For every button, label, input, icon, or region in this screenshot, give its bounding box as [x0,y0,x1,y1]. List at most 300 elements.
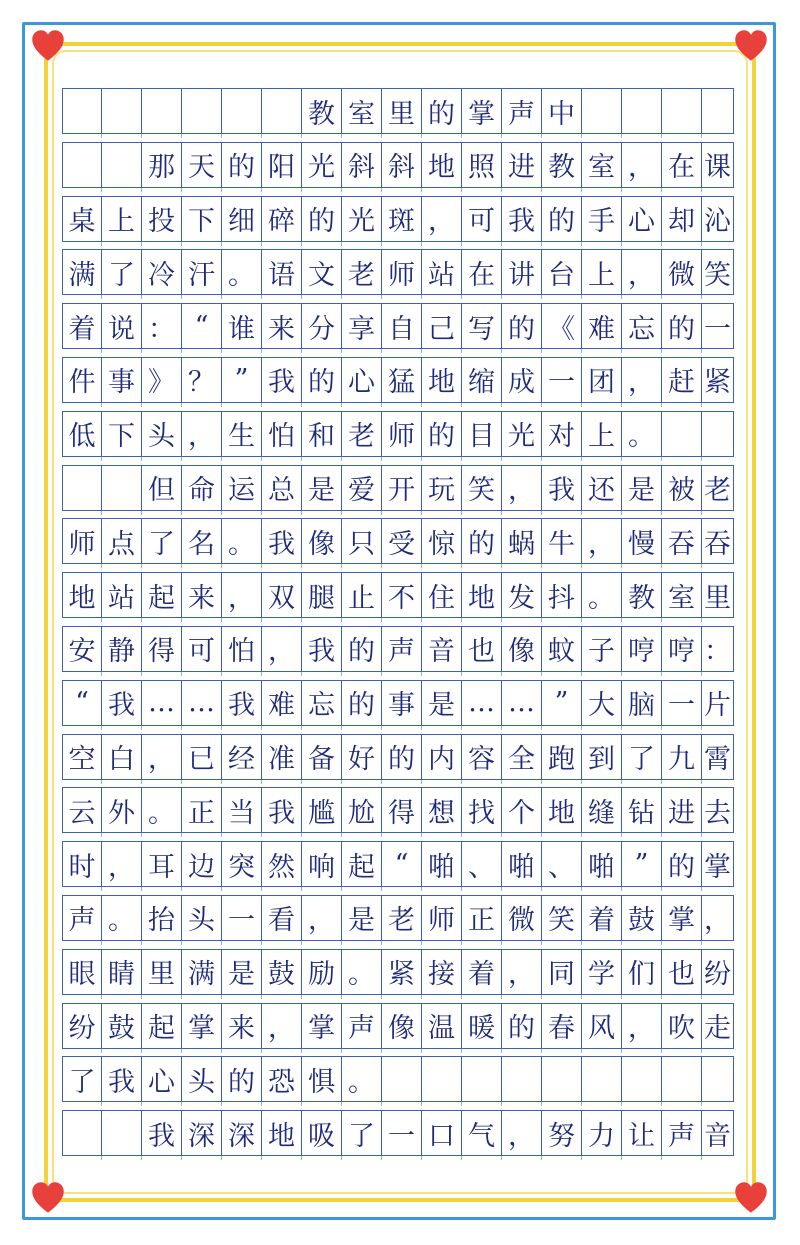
grid-cell: 室 [582,143,622,187]
grid-cell: 的 [222,1057,262,1101]
grid-cell: 掌 [702,842,734,886]
grid-cell: 老 [342,412,382,456]
grid-row-cells [62,196,734,242]
grid-cell: 进 [662,788,702,832]
grid-cell: 跑 [542,735,582,779]
grid-cell: 低 [62,412,102,456]
grid-cell: 掌 [462,89,502,133]
text-row [62,514,734,568]
grid-cell: 我 [262,519,302,563]
grid-cell: 已 [182,735,222,779]
grid-cell: 汗 [182,250,222,294]
grid-row-cells [62,841,734,887]
grid-cell: 头 [142,412,182,456]
grid-cell: 起 [142,1004,182,1048]
grid-cell: 吹 [662,1004,702,1048]
grid-cell: 。 [342,1057,382,1101]
grid-cell: 双 [262,573,302,617]
grid-cell: 蜗 [502,519,542,563]
text-row [62,945,734,999]
grid-row-cells [62,518,734,564]
grid-cell: 照 [462,143,502,187]
grid-cell: 沁 [702,197,734,241]
grid-cell: 霄 [702,735,734,779]
grid-cell: 还 [582,466,622,510]
grid-cell [62,466,102,510]
grid-cell: ， [622,143,662,187]
grid-cell: 玩 [422,466,462,510]
grid-cell: 开 [382,466,422,510]
grid-cell: 像 [382,1004,422,1048]
title-row [62,84,734,138]
grid-cell: 啪 [502,842,542,886]
grid-cell: 响 [302,842,342,886]
grid-cell: 也 [462,627,502,671]
grid-cell: 的 [382,735,422,779]
grid-cell: ， [182,412,222,456]
grid-cell: ， [262,1004,302,1048]
grid-cell: ， [502,466,542,510]
grid-cell: 斜 [382,143,422,187]
grid-cell: ， [422,197,462,241]
grid-cell: 全 [502,735,542,779]
grid-cell: 师 [62,519,102,563]
grid-cell: 腿 [302,573,342,617]
grid-cell: 尬 [342,788,382,832]
grid-cell: 一 [662,681,702,725]
grid-cell: 老 [382,896,422,940]
grid-cell: 尴 [302,788,342,832]
grid-cell: 上 [102,197,142,241]
grid-cell: 掌 [662,896,702,940]
grid-cell: 紧 [702,358,734,402]
grid-cell: 想 [422,788,462,832]
grid-cell: 团 [582,358,622,402]
text-row [62,730,734,784]
grid-cell [262,89,302,133]
grid-cell: 正 [462,896,502,940]
grid-cell: 九 [662,735,702,779]
grid-cell: 的 [342,627,382,671]
grid-cell: 教 [622,573,662,617]
grid-cell: 缝 [582,788,622,832]
grid-cell: 声 [342,1004,382,1048]
grid-cell: 惧 [302,1057,342,1101]
grid-cell: 爱 [342,466,382,510]
text-row [62,1052,734,1106]
grid-cell: 大 [582,681,622,725]
grid-cell: 的 [662,304,702,348]
text-row [62,407,734,461]
grid-cell [102,1111,142,1155]
grid-cell: 却 [662,197,702,241]
grid-cell: 进 [502,143,542,187]
grid-cell: 教 [302,89,342,133]
grid-cell: 止 [342,573,382,617]
grid-cell: 来 [182,573,222,617]
grid-row-cells [62,949,734,995]
grid-cell: 只 [342,519,382,563]
grid-cell: 励 [302,950,342,994]
text-row [62,999,734,1053]
grid-cell: 地 [422,143,462,187]
grid-cell: 中 [542,89,582,133]
grid-cell: 室 [662,573,702,617]
grid-cell: 吸 [302,1111,342,1155]
grid-cell: 站 [102,573,142,617]
grid-cell: 蚊 [542,627,582,671]
grid-cell: 一 [542,358,582,402]
grid-cell: ， [622,250,662,294]
grid-cell: 然 [262,842,302,886]
grid-cell: 成 [502,358,542,402]
grid-cell: 事 [102,358,142,402]
grid-row-cells [62,680,734,726]
grid-cell: 微 [662,250,702,294]
text-row [62,192,734,246]
grid-cell: 边 [182,842,222,886]
grid-cell [702,1057,734,1101]
grid-cell: 是 [422,681,462,725]
grid-cell: 。 [342,950,382,994]
grid-cell: 鼓 [262,950,302,994]
grid-cell [462,1057,502,1101]
grid-cell: 啪 [582,842,622,886]
grid-cell: 享 [342,304,382,348]
grid-cell: 鼓 [622,896,662,940]
grid-cell: 的 [302,197,342,241]
grid-cell: 。 [582,573,622,617]
grid-cell: 我 [222,681,262,725]
grid-cell: … [462,681,502,725]
grid-cell: 白 [102,735,142,779]
grid-cell [102,466,142,510]
grid-cell: 吞 [662,519,702,563]
grid-row-cells [62,572,734,618]
grid-cell: ， [102,842,142,886]
grid-cell: 得 [142,627,182,671]
grid-cell: 像 [302,519,342,563]
grid-cell: 突 [222,842,262,886]
grid-row-cells [62,734,734,780]
grid-cell: 难 [582,304,622,348]
grid-cell: 笑 [542,896,582,940]
grid-cell [502,1057,542,1101]
grid-cell: 目 [462,412,502,456]
grid-cell: ， [142,735,182,779]
grid-cell: 点 [102,519,142,563]
heart-icon [30,1180,66,1216]
grid-cell: 和 [302,412,342,456]
grid-cell: 也 [662,950,702,994]
grid-cell: 容 [462,735,502,779]
grid-cell: 、 [462,842,502,886]
grid-cell: 天 [182,143,222,187]
grid-cell [62,89,102,133]
heart-icon [30,28,66,64]
grid-cell: 命 [182,466,222,510]
grid-cell: 我 [502,197,542,241]
grid-cell: ” [542,681,582,725]
grid-cell [662,412,702,456]
grid-cell: 牛 [542,519,582,563]
grid-cell [662,89,702,133]
grid-cell: ， [622,358,662,402]
grid-cell [142,89,182,133]
grid-cell: 经 [222,735,262,779]
grid-cell: 了 [102,250,142,294]
grid-cell: 好 [342,735,382,779]
grid-cell: 个 [502,788,542,832]
grid-cell: 惊 [422,519,462,563]
grid-cell: 着 [62,304,102,348]
grid-cell: 力 [582,1111,622,1155]
grid-cell: 口 [422,1111,462,1155]
grid-cell: 发 [502,573,542,617]
grid-row-cells [62,411,734,457]
grid-row-cells [62,626,734,672]
grid-cell: 温 [422,1004,462,1048]
grid-cell: 师 [382,412,422,456]
grid-cell: 一 [382,1111,422,1155]
text-row [62,891,734,945]
grid-cell: 台 [542,250,582,294]
grid-cell: 哼 [662,627,702,671]
grid-cell: 在 [662,143,702,187]
grid-cell: 备 [302,735,342,779]
grid-row-cells [62,1003,734,1049]
grid-cell: 文 [302,250,342,294]
grid-cell: 心 [142,1057,182,1101]
grid-cell: 睛 [102,950,142,994]
grid-cell: 啪 [422,842,462,886]
grid-cell: 是 [622,466,662,510]
grid-cell: 着 [462,950,502,994]
grid-cell: 声 [502,89,542,133]
grid-cell: 分 [302,304,342,348]
grid-cell: 谁 [222,304,262,348]
grid-row-cells [62,142,734,188]
grid-cell: 老 [342,250,382,294]
grid-cell: 紧 [382,950,422,994]
grid-cell: 但 [142,466,182,510]
grid-cell: 起 [342,842,382,886]
grid-cell: 光 [342,197,382,241]
grid-cell: 受 [382,519,422,563]
grid-cell: 钻 [622,788,662,832]
heart-icon [733,28,769,64]
grid-cell: 的 [422,412,462,456]
grid-cell: 声 [62,896,102,940]
grid-cell: … [502,681,542,725]
grid-cell: 们 [622,950,662,994]
grid-cell: 吞 [702,519,734,563]
grid-cell: 了 [622,735,662,779]
grid-cell: 怕 [222,627,262,671]
grid-cell: … [182,681,222,725]
grid-cell: 自 [382,304,422,348]
grid-cell: ： [702,627,734,671]
grid-cell: 件 [62,358,102,402]
grid-cell: 春 [542,1004,582,1048]
grid-cell: 课 [702,143,734,187]
grid-cell: 、 [542,842,582,886]
grid-cell: 的 [422,89,462,133]
grid-cell: 地 [62,573,102,617]
grid-cell: 努 [542,1111,582,1155]
grid-cell: 笑 [702,250,734,294]
grid-cell: 的 [302,358,342,402]
grid-cell: 得 [382,788,422,832]
grid-cell: 难 [262,681,302,725]
grid-cell: 赶 [662,358,702,402]
grid-cell: 细 [222,197,262,241]
grid-cell: 找 [462,788,502,832]
grid-cell: 生 [222,412,262,456]
grid-cell: 的 [542,197,582,241]
grid-cell: 运 [222,466,262,510]
grid-cell: 云 [62,788,102,832]
grid-cell: 。 [102,896,142,940]
row-spacer [62,1156,734,1160]
grid-cell: 老 [702,466,734,510]
grid-cell: ， [502,1111,542,1155]
grid-cell [662,1057,702,1101]
grid-cell: 站 [422,250,462,294]
grid-cell: 当 [222,788,262,832]
grid-cell: 。 [222,250,262,294]
text-row [62,783,734,837]
grid-cell: ？ [182,358,222,402]
grid-cell: 正 [182,788,222,832]
grid-cell: 教 [542,143,582,187]
grid-cell: 耳 [142,842,182,886]
grid-cell: 纷 [702,950,734,994]
grid-cell [182,89,222,133]
grid-cell: 准 [262,735,302,779]
grid-cell: 了 [142,519,182,563]
grid-cell: 笑 [462,466,502,510]
grid-cell: 我 [262,788,302,832]
grid-cell: 是 [302,466,342,510]
grid-cell: 一 [222,896,262,940]
grid-cell: 走 [702,1004,734,1048]
grid-cell: 可 [462,197,502,241]
grid-cell [582,89,622,133]
grid-cell: 声 [382,627,422,671]
grid-cell: 风 [582,1004,622,1048]
grid-row-cells [62,357,734,403]
grid-cell: 地 [262,1111,302,1155]
grid-cell: 忘 [302,681,342,725]
grid-cell: 师 [422,896,462,940]
grid-cell: 到 [582,735,622,779]
grid-cell: 鼓 [102,1004,142,1048]
grid-cell: 我 [142,1111,182,1155]
grid-cell: 》 [142,358,182,402]
grid-cell: 是 [222,950,262,994]
text-row [62,837,734,891]
grid-cell: 里 [382,89,422,133]
grid-cell [62,1111,102,1155]
grid-cell [102,143,142,187]
text-row [62,353,734,407]
grid-cell: 纷 [62,1004,102,1048]
grid-row-cells [62,249,734,295]
grid-cell: ： [142,304,182,348]
grid-cell: 的 [462,519,502,563]
grid-cell: 来 [262,304,302,348]
grid-cell: 音 [422,627,462,671]
grid-cell: … [142,681,182,725]
grid-cell: 外 [102,788,142,832]
grid-cell: 我 [262,358,302,402]
grid-cell: 桌 [62,197,102,241]
writing-grid [62,84,734,1160]
grid-cell: 看 [262,896,302,940]
grid-cell: 写 [462,304,502,348]
grid-cell: 慢 [622,519,662,563]
grid-cell: 一 [702,304,734,348]
grid-cell: 碎 [262,197,302,241]
grid-cell: 下 [182,197,222,241]
grid-cell: 深 [222,1111,262,1155]
grid-cell [622,89,662,133]
grid-cell: 心 [342,358,382,402]
grid-cell: 里 [142,950,182,994]
grid-cell: 可 [182,627,222,671]
grid-cell: 地 [462,573,502,617]
grid-cell: ， [222,573,262,617]
grid-cell: 抬 [142,896,182,940]
grid-cell [62,143,102,187]
grid-cell [422,1057,462,1101]
grid-cell: 事 [382,681,422,725]
grid-cell: 《 [542,304,582,348]
text-row [62,299,734,353]
grid-cell: 被 [662,466,702,510]
text-row [62,245,734,299]
grid-cell: 下 [102,412,142,456]
grid-cell: 让 [622,1111,662,1155]
grid-cell: 的 [502,1004,542,1048]
grid-row-cells [62,1056,734,1102]
grid-cell: 光 [502,412,542,456]
grid-cell: 手 [582,197,622,241]
grid-cell: 不 [382,573,422,617]
text-row [62,676,734,730]
grid-cell: 同 [542,950,582,994]
text-row [62,1106,734,1160]
grid-cell [582,1057,622,1101]
grid-cell: ” [222,358,262,402]
grid-cell: 师 [382,250,422,294]
grid-cell: 在 [462,250,502,294]
grid-cell: 投 [142,197,182,241]
grid-cell: 我 [102,1057,142,1101]
grid-cell: 总 [262,466,302,510]
grid-cell: 光 [302,143,342,187]
grid-cell: 。 [142,788,182,832]
grid-cell: 。 [622,412,662,456]
grid-cell: 微 [502,896,542,940]
grid-cell: 缩 [462,358,502,402]
grid-cell [382,1057,422,1101]
grid-cell: 眼 [62,950,102,994]
grid-cell: “ [382,842,422,886]
grid-cell: 安 [62,627,102,671]
grid-cell [702,412,734,456]
